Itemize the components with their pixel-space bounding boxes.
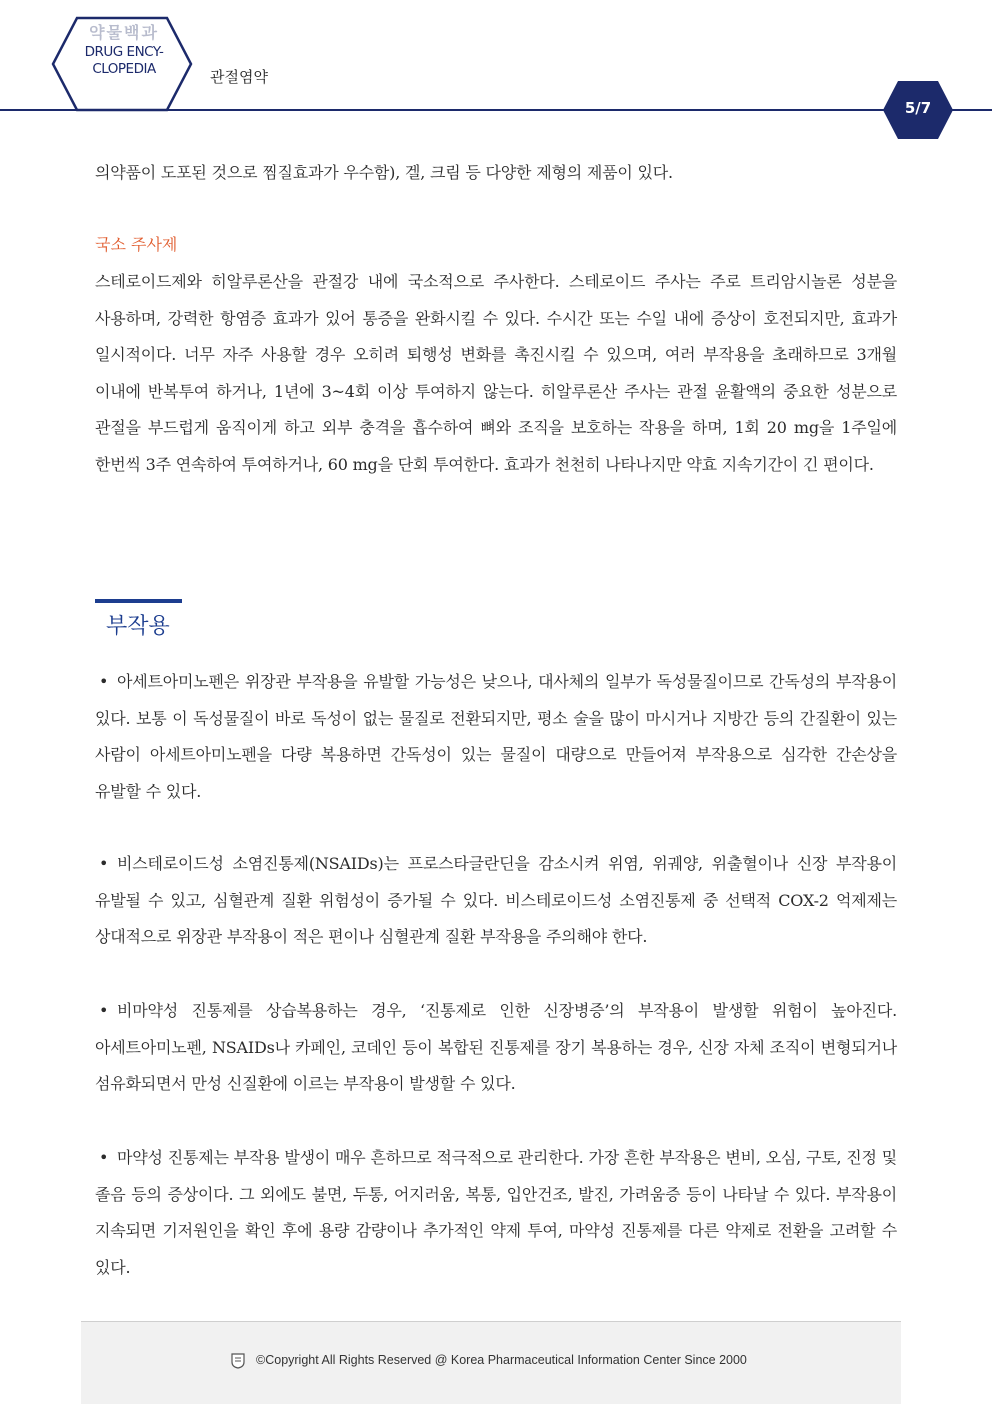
logo-korean: 약물백과: [89, 23, 159, 42]
local-injection-heading: 국소 주사제: [95, 235, 178, 254]
logo: [80, 22, 168, 78]
side-effect-item-4: [95, 1140, 897, 1286]
side-effect-text: 아세트아미노펜은 위장관 부작용을 유발할 가능성은 낮으나, 대사체의 일부가 독성물질이므로 간독성의 부작용이 있다. 보통 이 독성물질이 바로 독성이 없는 물질로 전환되지만, 평소 술을 많이 마시거나 지방간 등의 간질환이 있는 사람이 아세트아미노펜을 다량 복용하면 간독성이 있는 물질이 대량으로 만들어져 부작용으로 심각한 간손상을 유발할 수 있다.: [95, 672, 897, 801]
document-title: 관절염약: [210, 68, 268, 86]
bullet: •: [99, 1148, 109, 1167]
side-effect-item-2: [95, 846, 897, 956]
bullet: •: [99, 1001, 109, 1020]
kpic-emblem-icon: [231, 1353, 245, 1369]
side-effect-item-1: [95, 664, 897, 810]
side-effect-text: 비스테로이드성 소염진통제(NSAIDs)는 프로스타글란딘을 감소시켜 위염, 위궤양, 위출혈이나 신장 부작용이 유발될 수 있고, 심혈관계 질환 위험성이 증가될 수 있다. 비스테로이드성 소염진통제 중 선택적 COX-2 억제제는 상대적으로 위장관 부작용이 적은 편이나 심혈관계 질환 부작용을 주의해야 한다.: [95, 854, 897, 946]
copyright-text: ©Copyright All Rights Reserved @ Korea Pharmaceutical Information Center Since 2000: [256, 1353, 747, 1367]
side-effects-title: 부작용: [106, 614, 170, 639]
logo-english-line2: CLOPEDIA: [92, 61, 156, 77]
intro-continuation: 의약품이 도포된 것으로 찜질효과가 우수함), 겔, 크림 등 다양한 제형의 제품이 있다.: [95, 163, 673, 182]
bullet: •: [99, 854, 109, 873]
side-effect-text: 마약성 진통제는 부작용 발생이 매우 흔하므로 적극적으로 관리한다. 가장 흔한 부작용은 변비, 오심, 구토, 진정 및 졸음 등의 증상이다. 그 외에도 불면, 두통, 어지러움, 복통, 입안건조, 발진, 가려움증 등이 나타날 수 있다. 부작용이 지속되면 기저원인을 확인 후에 용량 감량이나 추가적인 약제 투여, 마약성 진통제를 다른 약제로 전환을 고려할 수 있다.: [95, 1148, 897, 1277]
section-accent-bar: [95, 599, 182, 603]
local-injection-paragraph: 스테로이드제와 히알루론산을 관절강 내에 국소적으로 주사한다. 스테로이드 주사는 주로 트리암시놀론 성분을 사용하며, 강력한 항염증 효과가 있어 통증을 완화시킬 수 있다. 수시간 또는 수일 내에 증상이 호전되지만, 효과가 일시적이다. 너무 자주 사용할 경우 오히려 퇴행성 변화를 촉진시킬 수 있으며, 여러 부작용을 초래하므로 3개월 이내에 반복투여 하거나, 1년에 3~4회 이상 투여하지 않는다. 히알루론산 주사는 관절 윤활액의 중요한 성분으로 관절을 부드럽게 움직이게 하고 외부 충격을 흡수하여 뼈와 조직을 보호하는 작용을 하며, 1회 20 mg을 1주일에 한번씩 3주 연속하여 투여하거나, 60 mg을 단회 투여한다. 효과가 천천히 나타나지만 약효 지속기간이 긴 편이다.: [95, 272, 897, 474]
bullet: •: [99, 672, 109, 691]
side-effect-item-3: [95, 993, 897, 1103]
side-effect-text: 비마약성 진통제를 상습복용하는 경우, ‘진통제로 인한 신장병증’의 부작용이 발생할 위험이 높아진다. 아세트아미노펜, NSAIDs나 카페인, 코데인 등이 복합된 진통제를 장기 복용하는 경우, 신장 자체 조직이 변형되거나 섬유화되면서 만성 신질환에 이르는 부작용이 발생할 수 있다.: [95, 1001, 897, 1093]
page-number: 5/7: [904, 99, 932, 117]
logo-english-line1: DRUG ENCY-: [84, 44, 164, 60]
